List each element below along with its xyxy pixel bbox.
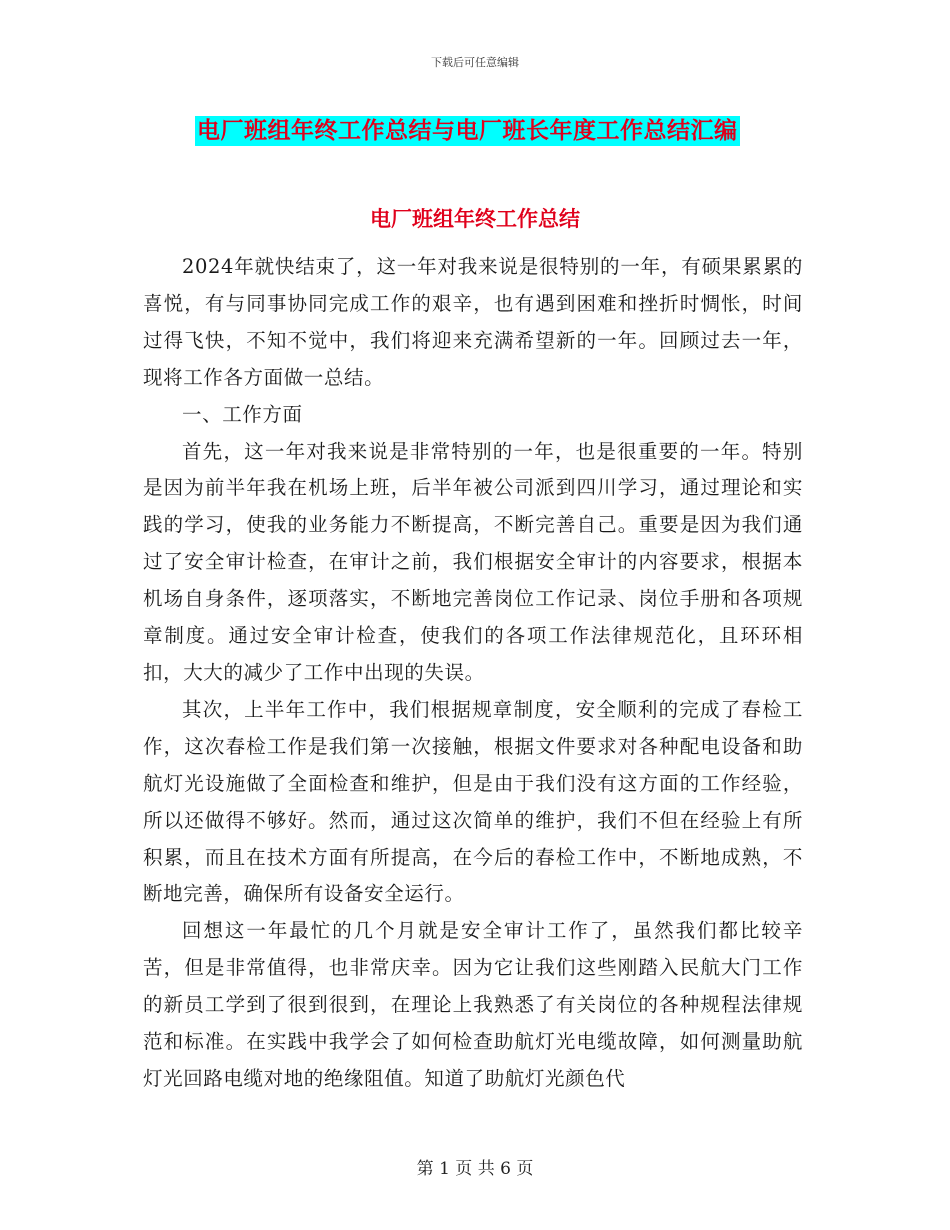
- section-title: 电厂班组年终工作总结: [370, 206, 580, 231]
- paragraph-third: 回想这一年最忙的几个月就是安全审计工作了，虽然我们都比较辛苦，但是非常值得，也非常庆幸。因为它让我们这些刚踏入民航大门工作的新员工学到了很到很到，在理论上我熟悉了有关岗位的各种规程法律规范和标准。在实践中我学会了如何检查助航灯光电缆故障，如何测量助航灯光回路电缆对地的绝缘阻值。知道了助航灯光颜色代: [143, 919, 803, 1090]
- paragraph-first: 首先，这一年对我来说是非常特别的一年，也是很重要的一年。特别是因为前半年我在机场上班，后半年被公司派到四川学习，通过理论和实践的学习，使我的业务能力不断提高，不断完善自己。重要是因为我们通过了安全审计检查，在审计之前，我们根据安全审计的内容要求，根据本机场自身条件，逐项落实，不断地完善岗位工作记录、岗位手册和各项规章制度。通过安全审计检查，使我们的各项工作法律规范化，且环环相扣，大大的减少了工作中出现的失误。: [143, 439, 803, 684]
- document-title: 电厂班组年终工作总结与电厂班长年度工作总结汇编: [197, 117, 738, 144]
- page-number-footer: 第 1 页 共 6 页: [416, 1159, 534, 1179]
- header-note: 下载后可任意编辑: [431, 56, 519, 69]
- paragraph-second: 其次，上半年工作中，我们根据规章制度，安全顺利的完成了春检工作，这次春检工作是我们第一次接触，根据文件要求对各种配电设备和助航灯光设施做了全面检查和维护，但是由于我们没有这方面的工作经验，所以还做得不够好。然而，通过这次简单的维护，我们不但在经验上有所积累，而且在技术方面有所提高，在今后的春检工作中，不断地成熟，不断地完善，确保所有设备安全运行。: [143, 697, 803, 906]
- body-text: [143, 249, 803, 1098]
- paragraph-intro: 2024年就快结束了，这一年对我来说是很特别的一年，有硕果累累的喜悦，有与同事协同完成工作的艰辛，也有遇到困难和挫折时惆怅，时间过得飞快，不知不觉中，我们将迎来充满希望新的一年。回顾过去一年，现将工作各方面做一总结。: [143, 255, 803, 389]
- paragraph-heading-work: 一、工作方面: [182, 402, 303, 426]
